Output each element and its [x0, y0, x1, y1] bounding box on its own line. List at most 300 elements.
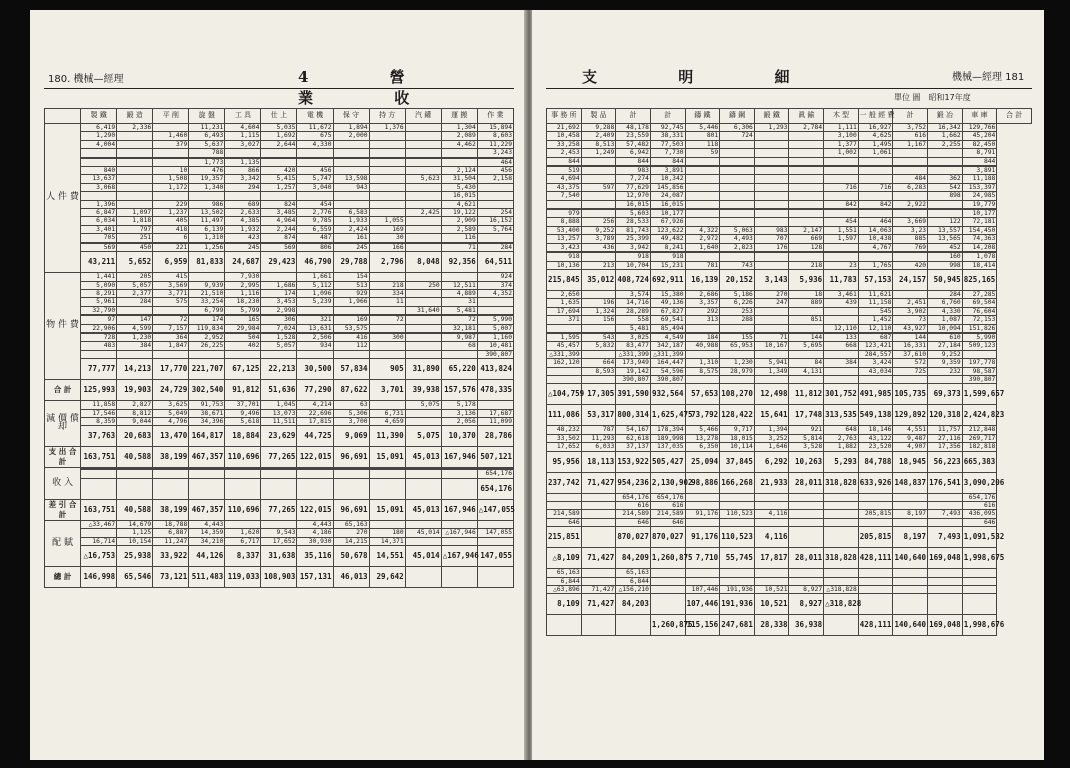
cell: 251 [117, 234, 153, 242]
cell [789, 527, 824, 548]
cell: 6,844 [547, 577, 582, 585]
cell [685, 518, 720, 526]
cell: 7,730 [650, 149, 685, 157]
cell [405, 470, 441, 478]
cell: 1,640 [685, 243, 720, 251]
column-header: 持 方 [369, 109, 405, 124]
cell [297, 306, 333, 314]
cell: 844 [962, 157, 997, 165]
cell: 292 [685, 307, 720, 315]
cell: 71,427 [581, 548, 616, 569]
table-row [547, 510, 1032, 518]
cell: 10,438 [858, 235, 893, 243]
cell: 1,125 [117, 529, 153, 537]
cell [369, 175, 405, 183]
cell: 129,892 [893, 405, 928, 426]
cell: 4,625 [858, 132, 893, 140]
cell: 174 [261, 289, 297, 297]
table-row [45, 273, 514, 281]
cell: 56,223 [928, 451, 963, 472]
cell [789, 210, 824, 218]
cell: 4,604 [225, 124, 261, 132]
cell: 616 [893, 132, 928, 140]
cell: 38,199 [153, 447, 189, 468]
cell [824, 577, 859, 585]
cell: 1,495 [858, 140, 893, 148]
cell [369, 132, 405, 140]
cell: 4,964 [261, 217, 297, 225]
cell: 111,086 [547, 405, 582, 426]
cell: 889 [789, 299, 824, 307]
cell [824, 157, 859, 165]
cell: 3,902 [893, 307, 928, 315]
table-row [547, 175, 1032, 183]
cell: 120,318 [928, 405, 963, 426]
cell: 17,770 [153, 359, 189, 380]
cell [858, 502, 893, 510]
cell [581, 200, 616, 208]
cell: 728 [81, 333, 117, 341]
cell: 71 [441, 243, 477, 251]
cell: 30,500 [297, 359, 333, 380]
cell: 3,23 [893, 226, 928, 234]
cell [928, 569, 963, 577]
cell [297, 478, 333, 499]
cell: 1,310 [685, 359, 720, 367]
cell: 379 [153, 140, 189, 148]
cell: 998 [928, 261, 963, 269]
cell: 1,998,676 [962, 615, 997, 636]
cell: 3,342 [225, 175, 261, 183]
cell: 9,487 [893, 434, 928, 442]
cell: 11,858 [81, 401, 117, 409]
cell: 215,851 [547, 527, 582, 548]
table-row [45, 567, 514, 588]
cell [720, 200, 755, 208]
cell [261, 158, 297, 166]
cell [685, 183, 720, 191]
cell: 116 [441, 234, 477, 242]
cell: 1,376 [369, 124, 405, 132]
cell: 38,199 [153, 499, 189, 520]
cell [720, 210, 755, 218]
cell: 84 [789, 359, 824, 367]
cell: 16,015 [441, 192, 477, 200]
cell: 16,015 [650, 200, 685, 208]
cell [153, 478, 189, 499]
cell: 450 [117, 243, 153, 251]
cell: 302,540 [189, 380, 225, 401]
cell: 24,157 [893, 269, 928, 290]
cell: 14,208 [962, 243, 997, 251]
cell: 2,147 [789, 226, 824, 234]
cell [297, 149, 333, 157]
cell [477, 298, 513, 306]
cell: 9,288 [581, 124, 616, 132]
cell [754, 493, 789, 501]
cell [117, 140, 153, 148]
cell [893, 594, 928, 615]
left-page-title: 4 營 業 收 [298, 68, 448, 107]
cell: 1,595 [547, 333, 582, 341]
cell: 31,638 [261, 546, 297, 567]
cell: 13,470 [153, 426, 189, 447]
cell [547, 324, 582, 332]
cell: 5,186 [720, 290, 755, 298]
cell: 9,496 [225, 409, 261, 417]
cell: 5,057 [261, 342, 297, 350]
cell [824, 316, 859, 324]
cell: 45,457 [547, 342, 582, 350]
cell [81, 478, 117, 499]
cell: 119,033 [225, 567, 261, 588]
cell [333, 140, 369, 148]
cell: 6,760 [928, 299, 963, 307]
cell: 33,258 [547, 140, 582, 148]
cell [789, 175, 824, 183]
cell: 23,629 [261, 426, 297, 447]
cell: 3,025 [616, 333, 651, 341]
table-row [547, 183, 1032, 191]
cell: 4,621 [441, 200, 477, 208]
cell: 65,163 [547, 569, 582, 577]
cell: 24,687 [225, 252, 261, 273]
cell: 212,848 [962, 426, 997, 434]
table-row [547, 586, 1032, 594]
cell [893, 210, 928, 218]
cell: 48,178 [616, 124, 651, 132]
column-header: 一 般 經 費 [858, 109, 893, 124]
cell [720, 493, 755, 501]
cell [858, 586, 893, 594]
cell [754, 218, 789, 226]
cell: 85,494 [650, 324, 685, 332]
cell: 15,231 [650, 261, 685, 269]
cell: 156 [581, 316, 616, 324]
cell: 5,049 [153, 409, 189, 417]
cell: 19,357 [189, 175, 225, 183]
cell: 77,265 [261, 499, 297, 520]
cell: 245 [225, 243, 261, 251]
cell: 65,163 [333, 520, 369, 528]
table-row [547, 502, 1032, 510]
cell: 182,818 [962, 443, 997, 451]
table-row [45, 520, 514, 528]
cell [720, 577, 755, 585]
cell: 37,610 [893, 350, 928, 358]
cell: 1,966 [333, 298, 369, 306]
cell: 21,933 [754, 472, 789, 493]
cell: 5,652 [117, 252, 153, 273]
cell: 154 [333, 273, 369, 281]
cell: △331,399 [650, 350, 685, 358]
table-row [547, 324, 1032, 332]
cell: 32,790 [81, 306, 117, 314]
cell: 13,278 [685, 434, 720, 442]
cell: 4,131 [789, 367, 824, 375]
cell: 62,618 [616, 434, 651, 442]
cell [928, 518, 963, 526]
cell: 1,230 [117, 333, 153, 341]
cell [405, 167, 441, 175]
cell [333, 470, 369, 478]
cell: 3,485 [261, 209, 297, 217]
cell [893, 586, 928, 594]
cell: 140,640 [893, 548, 928, 569]
cell: 288 [720, 316, 755, 324]
cell [858, 569, 893, 577]
cell: 65,163 [616, 569, 651, 577]
table-row [547, 527, 1032, 548]
cell: 69,541 [650, 316, 685, 324]
cell: 1,087 [928, 316, 963, 324]
column-header: 鍛 造 [117, 109, 153, 124]
cell: 67,827 [650, 307, 685, 315]
cell: 77,777 [81, 359, 117, 380]
cell [261, 520, 297, 528]
cell [477, 520, 513, 528]
cell: 402 [225, 342, 261, 350]
left-page [30, 10, 526, 760]
cell: 13,565 [928, 235, 963, 243]
table-row [547, 316, 1032, 324]
cell: 1,340 [189, 183, 225, 191]
cell: 8,927 [789, 586, 824, 594]
cell: 237,742 [547, 472, 582, 493]
cell: 118 [685, 140, 720, 148]
table-row [547, 192, 1032, 200]
cell: 10,094 [928, 324, 963, 332]
cell: 129,766 [962, 124, 997, 132]
cell: 71,427 [581, 472, 616, 493]
cell: 390,807 [616, 375, 651, 383]
cell: 73,121 [153, 567, 189, 588]
cell: 17,817 [754, 548, 789, 569]
cell: 5,112 [297, 281, 333, 289]
cell: 45,014 [405, 529, 441, 537]
cell [928, 200, 963, 208]
cell: 484 [893, 175, 928, 183]
cell: 983 [754, 226, 789, 234]
cell [581, 210, 616, 218]
table-row [45, 417, 514, 425]
table-row [547, 367, 1032, 375]
cell: 8,603 [477, 132, 513, 140]
cell: 84,788 [858, 451, 893, 472]
cell [685, 569, 720, 577]
cell: 95,956 [547, 451, 582, 472]
cell: 123,622 [650, 226, 685, 234]
cell: 1,662 [928, 132, 963, 140]
cell [225, 520, 261, 528]
cell [685, 577, 720, 585]
cell [858, 192, 893, 200]
cell: 9,717 [720, 426, 755, 434]
cell [405, 478, 441, 499]
cell: 413,824 [477, 359, 513, 380]
cell: 178,394 [650, 426, 685, 434]
cell: 107,446 [685, 594, 720, 615]
cell: 14,551 [369, 546, 405, 567]
cell: 844 [616, 157, 651, 165]
cell [369, 167, 405, 175]
cell: 17,305 [581, 384, 616, 405]
column-header: 事 務 所 [547, 109, 582, 124]
cell [117, 149, 153, 157]
table-row [547, 426, 1032, 434]
cell [858, 594, 893, 615]
cell [333, 478, 369, 499]
cell: 98,886 [685, 472, 720, 493]
cell: 2,633 [225, 209, 261, 217]
cell: 456 [297, 167, 333, 175]
cell [581, 527, 616, 548]
section-label: 減 價 償 却 [45, 401, 81, 447]
cell: 5,415 [261, 175, 297, 183]
cell [685, 324, 720, 332]
cell: 28,011 [789, 472, 824, 493]
cell [405, 149, 441, 157]
cell: 10,167 [754, 342, 789, 350]
cell [858, 157, 893, 165]
table-row [45, 499, 514, 520]
cell: 97 [81, 316, 117, 324]
cell [685, 192, 720, 200]
cell: 1,998,675 [962, 548, 997, 569]
cell: 918 [616, 253, 651, 261]
cell: 5,430 [441, 183, 477, 191]
table-row [45, 183, 514, 191]
cell: 616 [962, 502, 997, 510]
cell: 1,597 [824, 235, 859, 243]
cell: 616 [616, 502, 651, 510]
cell: 96,691 [333, 499, 369, 520]
cell: 16,331 [893, 342, 928, 350]
cell [333, 158, 369, 166]
cell [720, 218, 755, 226]
cell: 74,363 [962, 235, 997, 243]
cell: 10,177 [962, 210, 997, 218]
cell: 13,073 [261, 409, 297, 417]
cell: 3,891 [650, 167, 685, 175]
cell: 11,672 [297, 124, 333, 132]
table-row [547, 140, 1032, 148]
cell [720, 157, 755, 165]
cell: 247,681 [720, 615, 755, 636]
cell: 8,513 [581, 140, 616, 148]
cell [405, 520, 441, 528]
cell: 10,177 [650, 210, 685, 218]
cell: 110,523 [720, 510, 755, 518]
cell: 8,575 [685, 367, 720, 375]
cell: △318,828 [824, 594, 859, 615]
cell: 35,116 [297, 546, 333, 567]
cell: 17,652 [261, 537, 297, 545]
cell: 1,847 [153, 342, 189, 350]
cell: 2,424,823 [962, 405, 997, 426]
cell: 91,176 [685, 510, 720, 518]
section-label: 差 引 合 計 [45, 499, 81, 520]
cell [189, 478, 225, 499]
cell [581, 510, 616, 518]
cell: 30,930 [297, 537, 333, 545]
cell: 3,891 [962, 167, 997, 175]
cell [720, 375, 755, 383]
cell [581, 577, 616, 585]
cell: 16,152 [477, 217, 513, 225]
cell: 67,926 [650, 218, 685, 226]
cell: 1,349 [754, 367, 789, 375]
cell [824, 367, 859, 375]
cell [581, 518, 616, 526]
column-header: 保 守 [333, 109, 369, 124]
cell: 408,724 [616, 269, 651, 290]
cell: 405 [153, 217, 189, 225]
table-row [45, 158, 514, 166]
cell [754, 157, 789, 165]
cell: 3,243 [477, 149, 513, 157]
cell [858, 253, 893, 261]
column-header: 作 業 [477, 109, 513, 124]
cell: 1,160 [477, 333, 513, 341]
section-label: 合 計 [45, 380, 81, 401]
cell [824, 253, 859, 261]
cell: 1,377 [824, 140, 859, 148]
cell: 1,661 [297, 273, 333, 281]
cell: 35,012 [581, 269, 616, 290]
cell: 15,641 [754, 405, 789, 426]
cell: 84,203 [616, 594, 651, 615]
cell: 6,306 [720, 124, 755, 132]
cell: 2,998 [261, 306, 297, 314]
cell: 39,938 [405, 380, 441, 401]
section-label: 支 出 合 計 [45, 447, 81, 468]
cell [824, 527, 859, 548]
cell: 9,252 [581, 226, 616, 234]
cell [405, 183, 441, 191]
table-row [547, 210, 1032, 218]
cell: 610 [928, 333, 963, 341]
cell: 654,176 [962, 493, 997, 501]
cell: 1,061 [858, 149, 893, 157]
cell: 2,823 [720, 243, 755, 251]
cell [405, 124, 441, 132]
cell: 10,521 [754, 594, 789, 615]
cell: 1,167 [893, 140, 928, 148]
table-row [45, 401, 514, 409]
cell [81, 149, 117, 157]
cell: 2,336 [117, 124, 153, 132]
cell [685, 218, 720, 226]
table-row [547, 615, 1032, 636]
cell [153, 306, 189, 314]
cell: 390,807 [962, 375, 997, 383]
cell: 28,786 [477, 426, 513, 447]
cell: 16,139 [685, 269, 720, 290]
cell: 107,446 [685, 586, 720, 594]
cell: 5,603 [616, 210, 651, 218]
cell: 6,583 [333, 209, 369, 217]
cell: 115,156 [685, 615, 720, 636]
cell: 3,574 [616, 290, 651, 298]
cell [153, 470, 189, 478]
cell [405, 158, 441, 166]
cell [405, 140, 441, 148]
cell: 17,546 [81, 409, 117, 417]
cell: 14,359 [189, 529, 225, 537]
cell [369, 158, 405, 166]
cell: 2,453 [547, 149, 582, 157]
